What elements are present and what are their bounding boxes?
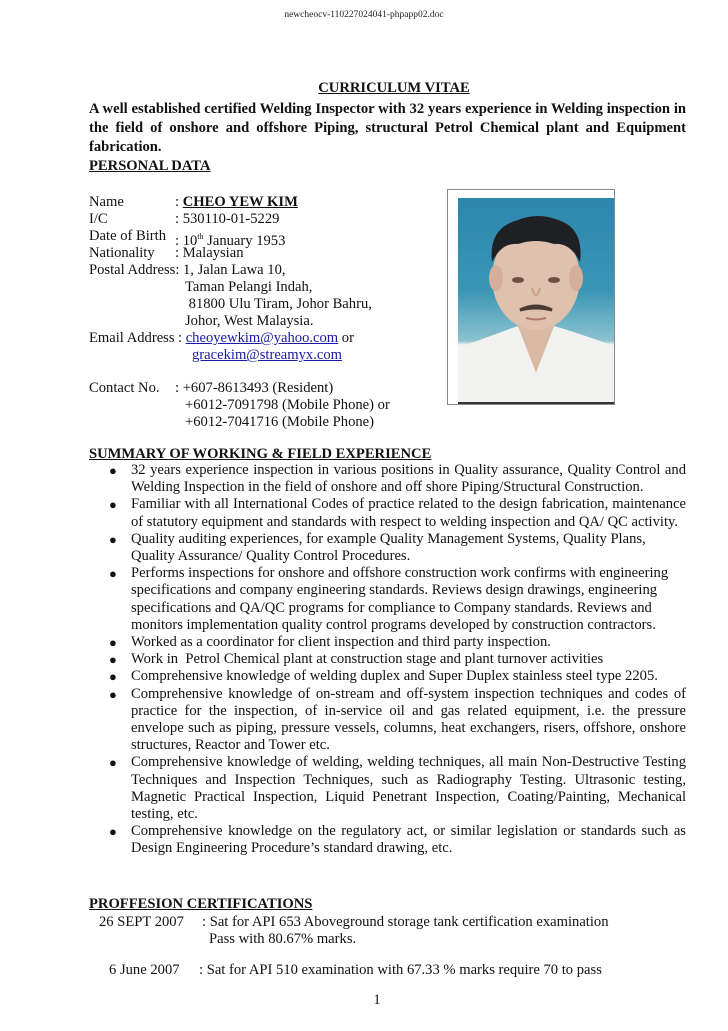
nationality-label: Nationality bbox=[89, 245, 155, 261]
bullet-icon: ● bbox=[109, 669, 117, 685]
contact-label: Contact No. bbox=[89, 380, 160, 396]
email-primary-link[interactable]: cheoyewkim@yahoo.com bbox=[185, 330, 339, 346]
cert-date: 26 SEPT 2007 bbox=[99, 914, 184, 930]
bullet-icon: ● bbox=[109, 635, 117, 651]
summary-item: ● Comprehensive knowledge of welding, welding techniques, all main Non-Destructive Testing Techniques and Inspection Techniques, such as Radiography Testing. Ultrasonic testing, Magnetic Practical Inspection, Liquid Penetrant Inspection, Coating/Painting, Mechanical testing, etc. bbox=[109, 754, 686, 823]
email-secondary-link[interactable]: gracekim@streamyx.com bbox=[192, 347, 342, 363]
cert-entry bbox=[89, 962, 689, 979]
document-filename: newcheocv-110227024041-phpapp02.doc bbox=[284, 10, 444, 20]
bullet-icon: ● bbox=[109, 463, 117, 478]
bullet-icon: ● bbox=[109, 824, 117, 840]
summary-item: ● Performs inspections for onshore and offshore construction work confirms with engineering specifications and company engineering standards. Reviews design drawings, engineering specifications and QA/QC programs for compliance to Company standards. Reviews and monitors implementation quality control programs developed by construction contractors. bbox=[109, 565, 669, 633]
bullet-icon: ● bbox=[109, 755, 117, 771]
summary-item: ● Work in Petrol Chemical plant at construction stage and plant turnover activities bbox=[109, 651, 604, 668]
summary-item: ● Comprehensive knowledge of welding duplex and Super Duplex stainless steel type 2205. bbox=[109, 668, 658, 685]
contact-line-2: +6012-7091798 (Mobile Phone) or bbox=[185, 397, 390, 413]
email-or: or bbox=[338, 330, 354, 346]
nationality-value-wrap: : Malaysian bbox=[175, 245, 244, 261]
cert-date: 6 June 2007 bbox=[109, 962, 180, 978]
dob-suffix: th bbox=[197, 232, 204, 241]
personal-data-heading: PERSONAL DATA bbox=[89, 158, 211, 174]
portrait-photo-icon bbox=[458, 198, 614, 402]
portrait-photo bbox=[458, 198, 614, 404]
name-value: CHEO YEW KIM bbox=[182, 194, 298, 210]
name-label: Name bbox=[89, 194, 124, 210]
postal-line-2: Taman Pelangi Indah, bbox=[185, 279, 313, 295]
dob-value-wrap: : 10th January 1953 bbox=[175, 232, 286, 249]
contact-line-1: +607-8613493 (Resident) bbox=[182, 380, 334, 396]
cert-entry bbox=[89, 914, 689, 948]
postal-label: Postal Address: bbox=[89, 262, 180, 278]
postal-line-1: 1, Jalan Lawa 10, bbox=[183, 262, 286, 278]
page-number: 1 bbox=[373, 992, 381, 1008]
name-value-wrap: : CHEO YEW KIM bbox=[175, 194, 298, 210]
postal-line-3: 81800 Ulu Tiram, Johor Bahru, bbox=[185, 296, 372, 312]
summary-item: ● Familiar with all International Codes of practice related to the design fabrication, maintenance of statutory equipment and standards with respect to welding inspection and QA/ QC activity. bbox=[109, 496, 686, 530]
intro-paragraph: A well established certified Welding Inspector with 32 years experience in Welding inspection in the field of onshore and offshore Piping, structural Petrol Chemical plant and Equipment fabrication. bbox=[89, 101, 686, 155]
email-value-wrap: : cheoyewkim@yahoo.com or bbox=[178, 330, 354, 346]
ic-value: 530110-01-5229 bbox=[182, 211, 280, 227]
bullet-icon: ● bbox=[109, 531, 117, 547]
summary-item: ● Comprehensive knowledge on the regulatory act, or similar legislation or standards such as Design Engineering Procedure’s standard drawing, etc. bbox=[109, 823, 686, 857]
dob-rest: January 1953 bbox=[203, 232, 286, 249]
bullet-icon: ● bbox=[109, 686, 117, 702]
cv-title: CURRICULUM VITAE bbox=[318, 80, 470, 96]
bullet-icon: ● bbox=[109, 652, 117, 668]
summary-heading: SUMMARY OF WORKING & FIELD EXPERIENCE bbox=[89, 446, 432, 462]
bullet-icon: ● bbox=[109, 497, 117, 513]
summary-item: ● Comprehensive knowledge of on-stream and off-system inspection techniques and codes of practice for the inspection, of in-service oil and gas related equipment, i.e. the pressure envelope such as piping, pressure vessels, columns, heat exchangers, risers, offshore, onshore structures, Reactor and Tower etc. bbox=[109, 685, 686, 754]
nationality-value: Malaysian bbox=[182, 245, 244, 261]
cert-line-1: : Sat for API 653 Aboveground storage tank certification examination bbox=[202, 914, 609, 930]
cert-line-2: Pass with 80.67% marks. bbox=[209, 931, 357, 947]
certifications-heading: PROFFESION CERTIFICATIONS bbox=[89, 896, 313, 912]
email-label: Email Address bbox=[89, 330, 175, 346]
summary-item: ● Worked as a coordinator for client inspection and third party inspection. bbox=[109, 634, 551, 651]
summary-item: ● Quality auditing experiences, for example Quality Management Systems, Quality Plans, Quality Assurance/ Quality Control Procedures. bbox=[109, 530, 646, 565]
postal-line-4: Johor, West Malaysia. bbox=[185, 313, 314, 329]
summary-item: ● 32 years experience inspection in various positions in Quality assurance, Quality Control and Welding Inspection in the field of onshore and off shore Piping/Structural Construction. bbox=[109, 462, 686, 496]
ic-value-wrap: : 530110-01-5229 bbox=[175, 211, 280, 227]
dob-label: Date of Birth bbox=[89, 228, 167, 244]
bullet-icon: ● bbox=[109, 566, 117, 582]
cert-line-1: : Sat for API 510 examination with 67.33 % marks require 70 to pass bbox=[199, 962, 602, 978]
dob-day: 10 bbox=[182, 232, 198, 249]
ic-label: I/C bbox=[89, 211, 108, 227]
contact-value-wrap: : +607-8613493 (Resident) bbox=[175, 380, 334, 396]
portrait-photo-frame bbox=[447, 189, 615, 405]
summary-list bbox=[89, 462, 686, 858]
contact-line-3: +6012-7041716 (Mobile Phone) bbox=[185, 414, 375, 430]
